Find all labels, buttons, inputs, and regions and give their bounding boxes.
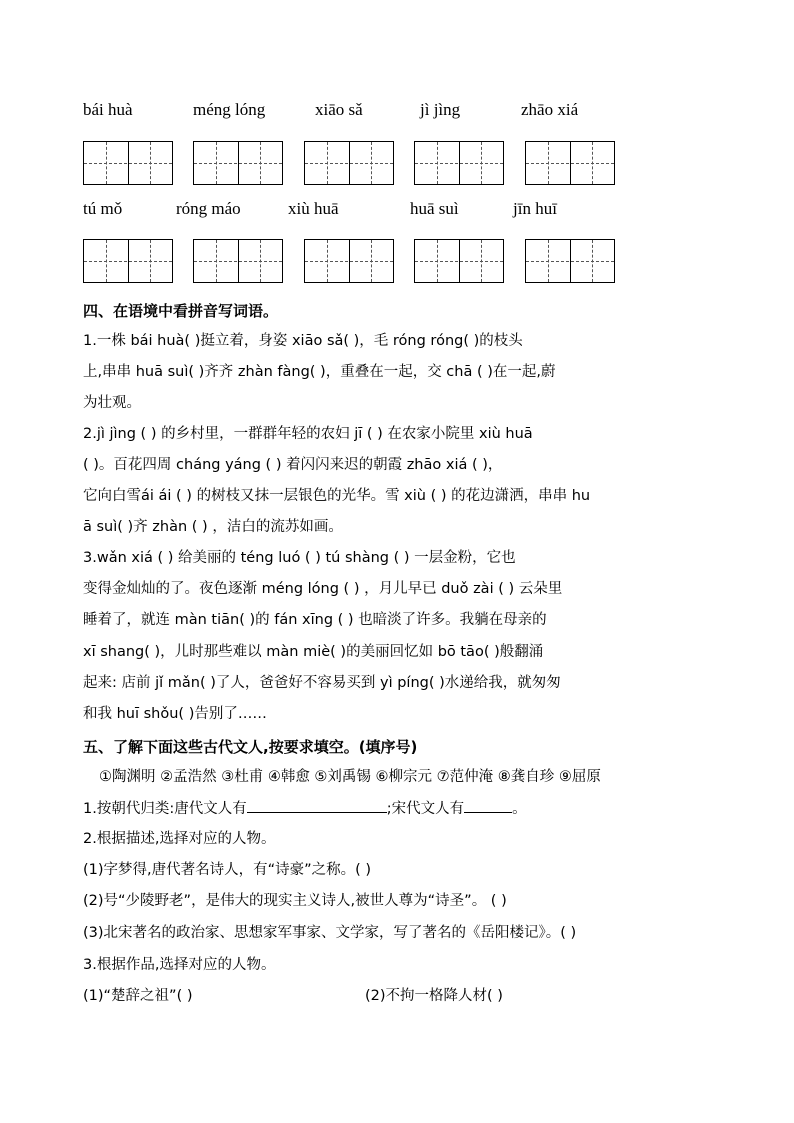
writing-box[interactable] [193, 239, 283, 283]
pinyin-label: méng lóng [193, 100, 266, 119]
answer-blank[interactable] [464, 798, 512, 813]
section-4-title: 四、在语境中看拼音写词语。 [83, 302, 279, 320]
passage-line: 2.jì jìng ( ) 的乡村里，一群群年轻的农妇 jī ( ) 在农家小院里 xiù huā [83, 426, 533, 442]
question-text: 。 [512, 801, 527, 817]
passage-line: 变得金灿灿的了。夜色逐渐 méng lóng ( ) ，月儿早已 duǒ zài ( ) 云朵里 [83, 581, 563, 597]
writing-box[interactable] [304, 141, 394, 185]
passage-line: xī shang( )，儿时那些难以 màn miè( )的美丽回忆如 bō tāo( )般翻涌 [83, 644, 544, 660]
question-2-1: (1)字梦得,唐代著名诗人，有“诗豪”之称。( ) [83, 862, 372, 878]
pinyin-label: huā suì [410, 199, 459, 218]
writing-box[interactable] [414, 239, 504, 283]
pinyin-label: róng máo [176, 199, 241, 218]
question-2: 2.根据描述,选择对应的人物。 [83, 831, 276, 847]
question-1 [83, 798, 527, 819]
passage-line: 1.一株 bái huà( )挺立着，身姿 xiāo sǎ( )，毛 róng róng( )的枝头 [83, 333, 523, 349]
question-2-2: (2)号“少陵野老”，是伟大的现实主义诗人,被世人尊为“诗圣”。 ( ) [83, 893, 507, 909]
writing-box[interactable] [193, 141, 283, 185]
author-list: ①陶渊明 ②孟浩然 ③杜甫 ④韩愈 ⑤刘禹锡 ⑥柳宗元 ⑦范仲淹 ⑧龚自珍 ⑨屈原 [99, 769, 601, 785]
question-3-1: (1)“楚辞之祖”( ) [83, 988, 193, 1004]
passage-line: 3.wǎn xiá ( ) 给美丽的 téng luó ( ) tú shàng ( ) 一层金粉，它也 [83, 550, 516, 566]
passage-line: 上,串串 huā suì( )齐齐 zhàn fàng( )，重叠在一起，交 chā ( )在一起,蔚 [83, 364, 556, 380]
pinyin-label: xiù huā [288, 199, 339, 218]
writing-box[interactable] [414, 141, 504, 185]
pinyin-label: xiāo sǎ [315, 100, 363, 119]
question-text: 1.按朝代归类:唐代文人有 [83, 801, 247, 817]
writing-box[interactable] [83, 141, 173, 185]
writing-box[interactable] [304, 239, 394, 283]
writing-box[interactable] [525, 239, 615, 283]
answer-blank[interactable] [247, 798, 387, 813]
writing-box[interactable] [83, 239, 173, 283]
question-2-3: (3)北宋著名的政治家、思想家军事家、文学家，写了著名的《岳阳楼记》。( ) [83, 925, 577, 941]
passage-line: ā suì( )齐 zhàn ( ) ，洁白的流苏如画。 [83, 519, 343, 535]
passage-line: 为壮观。 [83, 395, 141, 411]
passage-line: 起来: 店前 jǐ mǎn( )了人，爸爸好不容易买到 yì píng( )水递给我，就匆匆 [83, 675, 561, 691]
passage-line: 和我 huī shǒu( )告别了…… [83, 706, 267, 722]
section-5-title: 五、了解下面这些古代文人,按要求填空。(填序号) [83, 738, 418, 756]
passage-line: 它向白雪ái ái ( ) 的树枝又抹一层银色的光华。雪 xiù ( ) 的花边潇洒，串串 hu [83, 488, 591, 504]
question-text: ;宋代文人有 [386, 801, 465, 817]
pinyin-label: bái huà [83, 100, 133, 119]
question-3: 3.根据作品,选择对应的人物。 [83, 957, 276, 973]
pinyin-label: jīn huī [513, 199, 557, 218]
question-3-2: (2)不拘一格降人材( ) [365, 988, 503, 1004]
pinyin-label: tú mǒ [83, 199, 123, 218]
passage-line: ( )。百花四周 cháng yáng ( ) 着闪闪来迟的朝霞 zhāo xiá ( )， [83, 457, 503, 473]
writing-box[interactable] [525, 141, 615, 185]
pinyin-label: zhāo xiá [521, 100, 579, 119]
passage-line: 睡着了，就连 màn tiān( )的 fán xīng ( ) 也暗淡了许多。我躺在母亲的 [83, 612, 547, 628]
pinyin-label: jì jìng [420, 100, 461, 119]
